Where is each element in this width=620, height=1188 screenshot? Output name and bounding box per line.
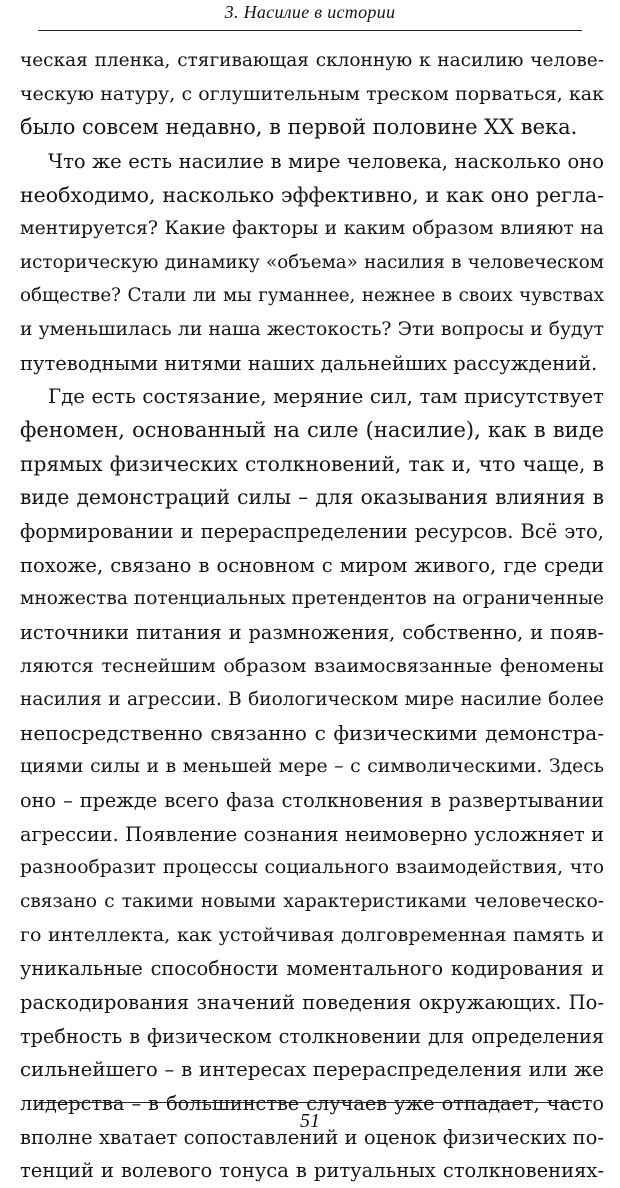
text-line: тенций и волевого тонуса в ритуальных столкновениях- bbox=[20, 1159, 604, 1183]
text-line: множества потенциальных претендентов на ограниченные bbox=[20, 588, 604, 610]
text-line: историческую динамику «объема» насилия в человеческом bbox=[20, 251, 604, 273]
text-line: ляются теснейшим образом взаимосвязанные феномены bbox=[20, 654, 604, 677]
text-line: вполне хватает сопоставлений и оценок физических по- bbox=[20, 1125, 604, 1149]
text-line: виде демонстраций силы – для оказывания влияния в bbox=[20, 485, 604, 510]
text-line: лидерства – в большинстве случаев уже отпадает, часто bbox=[20, 1091, 604, 1115]
text-line: и уменьшилась ли наша жестокость? Эти вопросы и будут bbox=[20, 319, 604, 341]
footer-rule bbox=[38, 1102, 582, 1103]
running-head: 3. Насилие в истории bbox=[224, 2, 396, 22]
text-line: обществе? Стали ли мы гуманнее, нежнее в своих чувствах bbox=[20, 285, 604, 307]
text-line: разнообразит процессы социального взаимодействия, что bbox=[20, 857, 604, 879]
page-number: 51 bbox=[300, 1110, 320, 1132]
paragraph-first-line: Что же есть насилие в мире человека, насколько оно bbox=[48, 149, 604, 173]
text-line: циями силы и в меньшей мере – с символическими. Здесь bbox=[20, 756, 604, 778]
paragraph-first-line: Где есть состязание, меряние сил, там присутствует bbox=[48, 385, 604, 409]
text-line: оно – прежде всего фаза столкновения в развертывании bbox=[20, 789, 604, 813]
text-line: требность в физическом столкновении для определения bbox=[20, 1024, 604, 1048]
text-line: агрессии. Появление сознания неимоверно усложняет и bbox=[20, 822, 604, 846]
header-rule bbox=[38, 30, 582, 31]
text-line: ческая пленка, стягивающая склонную к насилию челове- bbox=[20, 50, 604, 71]
text-line: необходимо, насколько эффективно, и как оно регла- bbox=[20, 182, 604, 207]
text-line: ческую натуру, с оглушительным треском порваться, как bbox=[20, 82, 604, 105]
text-line: сильнейшего – в интересах перераспределения или же bbox=[20, 1058, 604, 1082]
text-line: путеводными нитями наших дальнейших рассуждений. bbox=[20, 351, 598, 375]
text-line: непосредственно связанно с физическими демонстра- bbox=[20, 720, 604, 745]
text-line: раскодирования значений поведения окружающих. По- bbox=[20, 990, 604, 1014]
text-line: было совсем недавно, в первой половине XX века. bbox=[20, 115, 578, 140]
text-line: феномен, основанный на силе (насилие), как в виде bbox=[20, 418, 604, 443]
text-line: го интеллекта, как устойчивая долговременная память и bbox=[20, 923, 604, 946]
text-line: источники питания и размножения, собственно, и появ- bbox=[20, 620, 604, 644]
text-line: насилия и агрессии. В биологическом мире насилие более bbox=[20, 689, 604, 711]
text-line: уникальные способности моментального кодирования и bbox=[20, 957, 604, 981]
text-line: ментируется? Какие факторы и каким образом влияют на bbox=[20, 218, 604, 240]
body-text bbox=[20, 44, 604, 1188]
text-line: формировании и перераспределении ресурсов. Всё это, bbox=[20, 519, 604, 543]
text-line: связано с такими новыми характеристиками человеческо- bbox=[20, 891, 604, 913]
text-line: прямых физических столкновений, так и, что чаще, в bbox=[20, 451, 604, 476]
text-line: похоже, связано в основном с миром живого, где среди bbox=[20, 553, 604, 577]
